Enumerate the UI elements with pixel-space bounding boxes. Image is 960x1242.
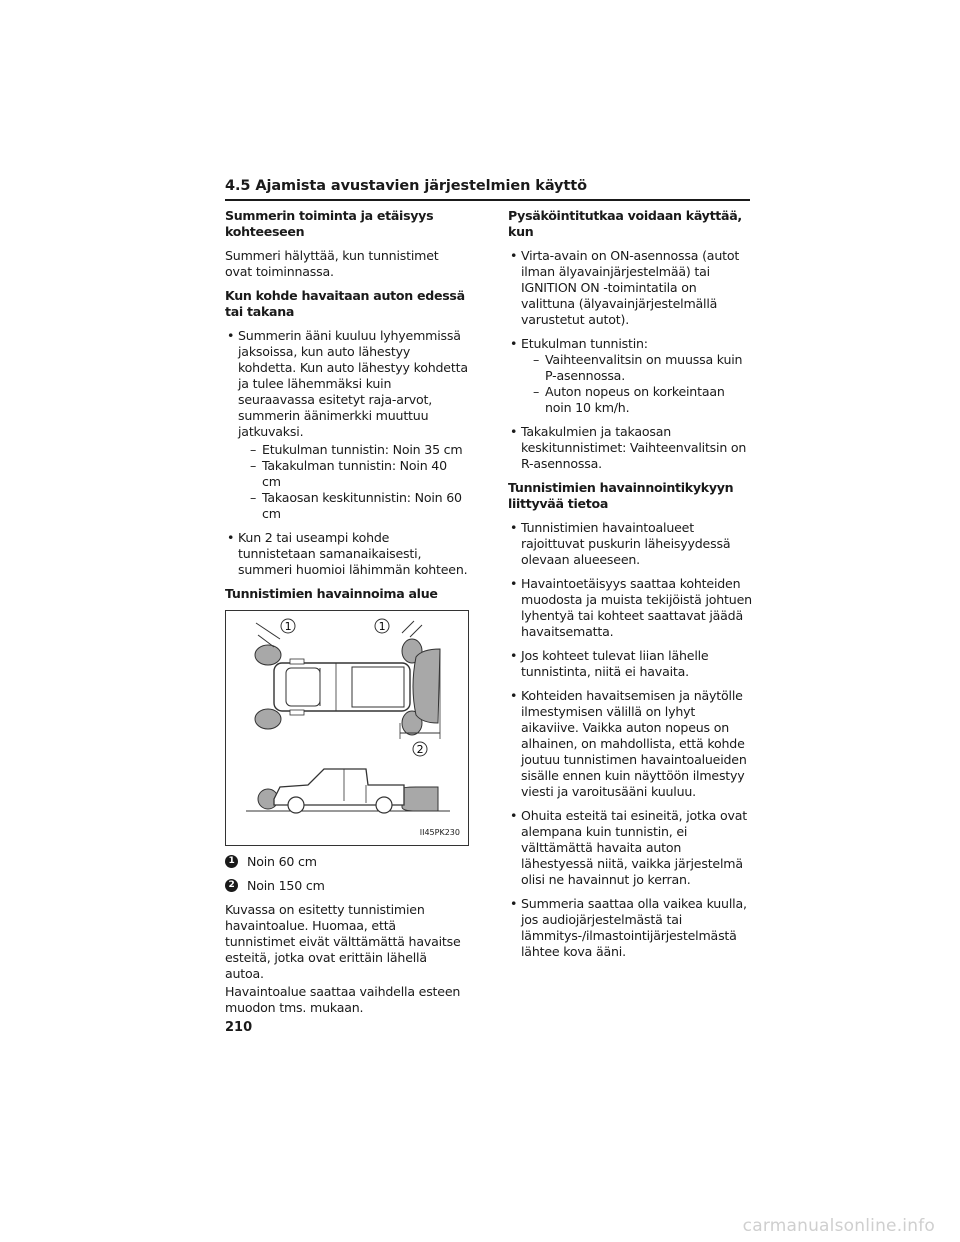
bullet-glyph: • bbox=[510, 248, 518, 263]
front-left-zone bbox=[255, 645, 281, 665]
bullet-glyph: • bbox=[510, 424, 518, 439]
bullet-glyph: • bbox=[510, 808, 518, 823]
left-column bbox=[225, 208, 469, 1024]
dash-glyph: – bbox=[250, 442, 257, 457]
list-item bbox=[508, 520, 752, 568]
dash-glyph: – bbox=[250, 458, 257, 473]
paragraph-buzzer: Summeri hälyttää, kun tunnistimet ovat toiminnassa. bbox=[225, 248, 439, 279]
list-item bbox=[508, 248, 752, 328]
list-item bbox=[225, 328, 469, 440]
bullet-glyph: • bbox=[510, 688, 518, 703]
legend-item-1 bbox=[225, 854, 469, 870]
list-item bbox=[508, 688, 752, 800]
heading-radar-usage: Pysäköintitutkaa voidaan käyttää, kun bbox=[508, 208, 742, 239]
bullet-glyph: • bbox=[510, 896, 518, 911]
sub-item bbox=[521, 352, 752, 384]
bullet-text: Kun 2 tai useampi kohde tunnistetaan samanaikaisesti, summeri huomioi lähimmän kohteen. bbox=[238, 530, 468, 577]
list-item bbox=[508, 808, 752, 888]
legend-number: 2 bbox=[225, 879, 238, 892]
bullet-glyph: • bbox=[510, 336, 518, 351]
bullet-text: Jos kohteet tulevat liian lähelle tunnistinta, niitä ei havaita. bbox=[521, 648, 709, 679]
sub-item bbox=[238, 458, 469, 490]
list-item bbox=[508, 424, 752, 472]
truck-top-cab bbox=[286, 668, 320, 706]
callout-2: 2 bbox=[416, 743, 424, 756]
sub-item bbox=[238, 442, 469, 458]
heading-object-detected: Kun kohde havaitaan auton edessä tai takana bbox=[225, 288, 465, 319]
bullet-text: Summerin ääni kuuluu lyhyemmissä jaksoissa, kun auto lähestyy kohdetta. Kun auto lähestyy kohdetta ja tulee lähemmäksi kuin seuraavassa esitetyt raja-arvot, summerin äänimerkki muuttuu jatkuvaksi. bbox=[238, 328, 468, 439]
sensor-area-figure bbox=[225, 610, 469, 846]
bullet-glyph: • bbox=[510, 576, 518, 591]
sub-text: Vaihteenvalitsin on muussa kuin P-asennossa. bbox=[545, 352, 743, 383]
sub-text: Etukulman tunnistin: Noin 35 cm bbox=[262, 442, 463, 457]
truck-top-bed bbox=[352, 667, 404, 707]
list-item bbox=[508, 336, 752, 416]
watermark: carmanualsonline.info bbox=[742, 1216, 935, 1236]
heading-buzzer-operation: Summerin toiminta ja etäisyys kohteeseen bbox=[225, 208, 434, 239]
list-item bbox=[225, 442, 469, 522]
bullet-text: Takakulmien ja takaosan keskitunnistimet: Vaihteenvalitsin on R-asennossa. bbox=[521, 424, 747, 471]
section-header: 4.5 Ajamista avustavien järjestelmien käyttö bbox=[225, 178, 750, 201]
sub-text: Takaosan keskitunnistin: Noin 60 cm bbox=[262, 490, 462, 521]
sub-text: Takakulman tunnistin: Noin 40 cm bbox=[262, 458, 447, 489]
bullet-text: Tunnistimien havaintoalueet rajoittuvat puskurin läheisyydessä olevaan alueeseen. bbox=[521, 520, 731, 567]
sensor-diagram bbox=[226, 611, 470, 847]
legend-item-2 bbox=[225, 878, 469, 894]
list-item bbox=[508, 648, 752, 680]
bullet-text: Ohuita esteitä tai esineitä, jotka ovat alempana kuin tunnistin, ei välttämättä havaita auton lähestyessä niitä, vaikka järjestelmä olisi ne havainnut jo kerran. bbox=[521, 808, 747, 887]
callout-1: 1 bbox=[284, 620, 292, 633]
sub-item bbox=[238, 490, 469, 522]
heading-detection-info: Tunnistimien havainnointikykyyn liittyvää tietoa bbox=[508, 480, 734, 511]
page-number: 210 bbox=[225, 1020, 253, 1035]
sub-text: Auton nopeus on korkeintaan noin 10 km/h. bbox=[545, 384, 725, 415]
bullet-text: Virta-avain on ON-asennossa (autot ilman älyavainjärjestelmää) tai IGNITION ON -toimintatila on valittuna (älyavainjärjestelmällä varustetut autot). bbox=[521, 248, 740, 327]
list-item bbox=[508, 576, 752, 640]
bullet-glyph: • bbox=[510, 520, 518, 535]
bullet-text: Kohteiden havaitsemisen ja näytölle ilmestymisen välillä on lyhyt aikaviive. Vaikka auton nopeus on alhainen, on mahdollista, että kohde joutuu tunnistimen havaintoalueiden sisälle ennen kuin näyttöön ilmestyy viesti ja varoitusääni kuuluu. bbox=[521, 688, 747, 799]
legend-text: Noin 150 cm bbox=[247, 878, 325, 893]
dash-glyph: – bbox=[533, 352, 540, 367]
bullet-glyph: • bbox=[510, 648, 518, 663]
legend-text: Noin 60 cm bbox=[247, 854, 317, 869]
paragraph-variation: Havaintoalue saattaa vaihdella esteen muodon tms. mukaan. bbox=[225, 984, 461, 1015]
heading-detection-area: Tunnistimien havainnoima alue bbox=[225, 586, 438, 601]
bullet-glyph: • bbox=[227, 530, 235, 545]
list-item bbox=[225, 530, 469, 578]
dash-glyph: – bbox=[250, 490, 257, 505]
paragraph-figure-note: Kuvassa on esitetty tunnistimien havaintoalue. Huomaa, että tunnistimet eivät välttämättä havaitse esteitä, jotka ovat erittäin lähellä autoa. bbox=[225, 902, 461, 981]
dash-glyph: – bbox=[533, 384, 540, 399]
sub-item bbox=[521, 384, 752, 416]
figure-code: II45PK230 bbox=[419, 828, 460, 837]
bullet-text: Havaintoetäisyys saattaa kohteiden muodosta ja muista tekijöistä johtuen lyhentyä tai kohteet saattavat jäädä havaitsematta. bbox=[521, 576, 752, 639]
bullet-glyph: • bbox=[227, 328, 235, 343]
bullet-text: Etukulman tunnistin: bbox=[521, 336, 648, 351]
list-item bbox=[508, 896, 752, 960]
bullet-text: Summeria saattaa olla vaikea kuulla, jos audiojärjestelmästä tai lämmitys-/ilmastointijärjestelmästä lähtee kova ääni. bbox=[521, 896, 747, 959]
front-right-zone bbox=[255, 709, 281, 729]
legend-number: 1 bbox=[225, 855, 238, 868]
callout-1b: 1 bbox=[378, 620, 386, 633]
rear-center-zone bbox=[413, 649, 440, 723]
side-rear-zone bbox=[402, 787, 438, 811]
right-column bbox=[508, 208, 752, 968]
